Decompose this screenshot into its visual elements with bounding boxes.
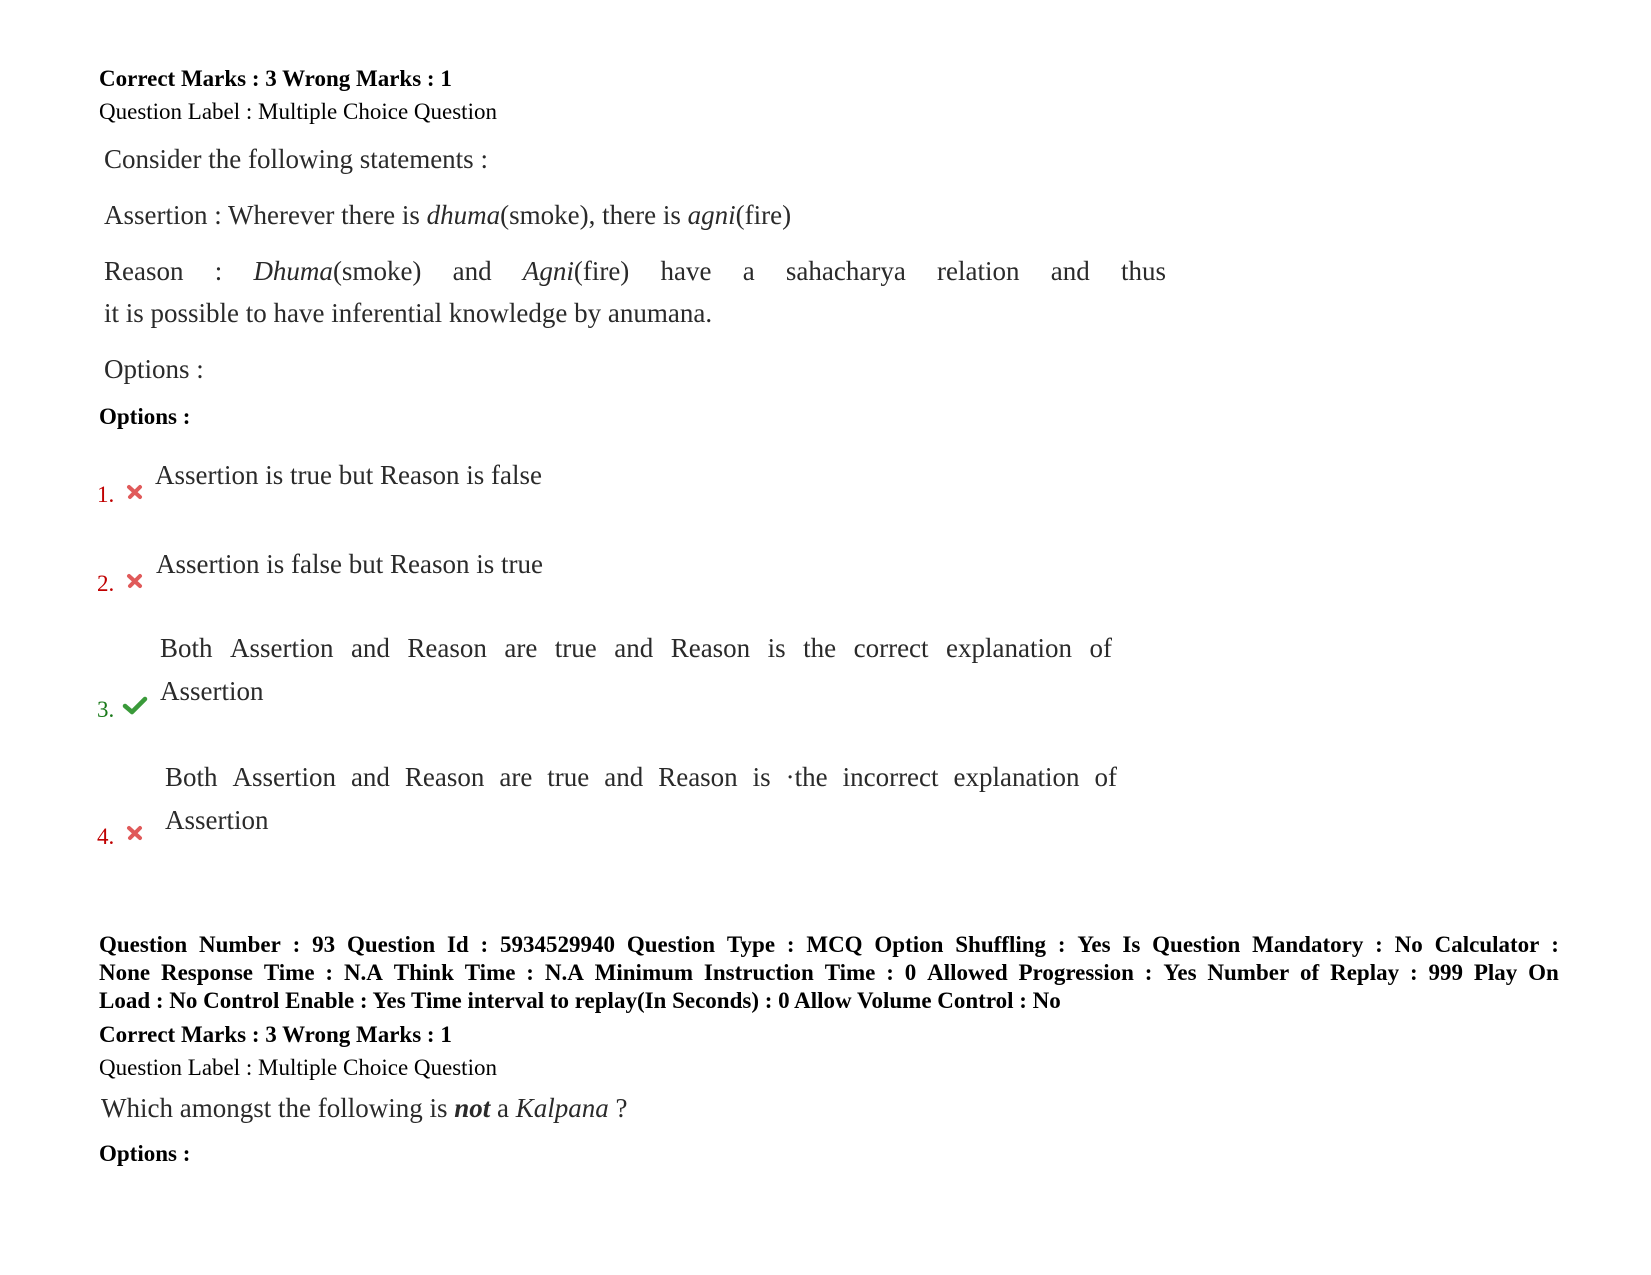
reason-word: a	[742, 256, 755, 286]
option-word: of	[1089, 633, 1112, 663]
option-word: true	[554, 633, 597, 663]
meta-word: No	[1394, 932, 1423, 957]
q93-meta-line1	[99, 931, 1559, 959]
option-word: explanation	[946, 633, 1072, 663]
option-word: is	[767, 633, 786, 663]
reason-word: and	[452, 256, 492, 286]
reason-word: sahacharya	[785, 256, 906, 286]
question-kalpana: Kalpana	[515, 1093, 609, 1123]
meta-word: Number	[1207, 960, 1290, 985]
meta-word: Response	[160, 960, 253, 985]
option-word: Reason	[407, 633, 487, 663]
question-suffix: ?	[608, 1093, 628, 1123]
meta-word: :	[886, 960, 894, 985]
question-prefix: Which amongst the following is	[101, 1093, 455, 1123]
meta-word: Replay	[1330, 960, 1400, 985]
reason-smoke: (smoke)	[332, 256, 422, 286]
assertion-mid: (smoke), there is	[500, 200, 688, 230]
reason-word: relation	[937, 256, 1020, 286]
option-3-number: 3.	[97, 697, 115, 722]
option-3-line2: Assertion	[160, 676, 264, 706]
reason-word: and	[1050, 256, 1090, 286]
assertion-prefix: Assertion : Wherever there is	[104, 200, 427, 230]
option-4-line2: Assertion	[165, 805, 269, 835]
assertion-dhuma: dhuma	[426, 200, 501, 230]
q93-metadata	[99, 931, 1559, 1015]
meta-word: N.A	[343, 960, 383, 985]
meta-word: Question	[99, 932, 188, 957]
option-word: and	[350, 633, 390, 663]
q92-assertion	[104, 200, 791, 231]
cross-icon	[125, 482, 145, 502]
option-word: are	[499, 762, 533, 792]
reason-word: :	[214, 256, 223, 286]
meta-word: 5934529940	[500, 932, 616, 957]
meta-word: Mandatory	[1252, 932, 1364, 957]
meta-word: N.A	[544, 960, 584, 985]
meta-word: Id	[446, 932, 469, 957]
assertion-suffix: (fire)	[735, 200, 792, 230]
q93-meta-line2	[99, 959, 1559, 987]
q93-question-label: Question Label : Multiple Choice Question	[99, 1055, 497, 1080]
option-word: true	[547, 762, 590, 792]
option-word: and	[350, 762, 390, 792]
meta-word: Instruction	[703, 960, 814, 985]
q93-marks: Correct Marks : 3 Wrong Marks : 1	[99, 1022, 452, 1047]
question-not: not	[454, 1093, 491, 1123]
meta-word: Yes	[1077, 932, 1111, 957]
meta-word: :	[1144, 960, 1153, 985]
option-word: and	[604, 762, 644, 792]
option-word: Reason	[404, 762, 485, 792]
meta-word: Progression	[1018, 960, 1134, 985]
meta-word: Yes	[1163, 960, 1197, 985]
reason-word: have	[660, 256, 712, 286]
meta-word: 0	[904, 960, 917, 985]
meta-word: MCQ	[806, 932, 863, 957]
meta-word: :	[325, 960, 334, 985]
option-2-number: 2.	[97, 571, 115, 596]
q93-meta-line3: Load : No Control Enable : Yes Time interval to replay(In Seconds) : 0 Allow Volume Control : No	[99, 988, 1061, 1013]
option-word: Reason	[670, 633, 751, 663]
meta-word: :	[480, 932, 489, 957]
meta-word: :	[786, 932, 795, 957]
option-word: explanation	[953, 762, 1080, 792]
option-2-text: Assertion is false but Reason is true	[156, 549, 543, 579]
q92-reason-line1	[104, 256, 1166, 287]
option-word: Assertion	[232, 762, 336, 792]
reason-word	[523, 256, 629, 287]
cross-icon	[125, 823, 145, 843]
meta-word: Question	[626, 932, 716, 957]
meta-word: :	[1551, 932, 1559, 957]
meta-word: Calculator	[1434, 932, 1540, 957]
meta-word: Time	[263, 960, 315, 985]
meta-word: Time	[464, 960, 516, 985]
option-word: incorrect	[842, 762, 939, 792]
meta-word: Time	[824, 960, 876, 985]
option-word: Both	[160, 633, 213, 663]
meta-word: 93	[312, 932, 336, 957]
meta-word: On	[1528, 960, 1559, 985]
reason-word: thus	[1120, 256, 1166, 286]
meta-word: Question	[1152, 932, 1241, 957]
assertion-agni: agni	[687, 200, 736, 230]
option-word: is	[752, 762, 771, 792]
meta-word: :	[526, 960, 534, 985]
reason-dhuma: Dhuma	[253, 256, 333, 286]
meta-word: Allowed	[927, 960, 1008, 985]
meta-word: Minimum	[594, 960, 694, 985]
option-1-text: Assertion is true but Reason is false	[155, 460, 542, 490]
meta-word: Think	[393, 960, 454, 985]
meta-word: Play	[1473, 960, 1518, 985]
q92-options-inner: Options :	[104, 354, 204, 384]
meta-word: Is	[1122, 932, 1141, 957]
q92-marks: Correct Marks : 3 Wrong Marks : 1	[99, 66, 452, 91]
reason-word	[253, 256, 421, 287]
option-4-line1	[165, 762, 1117, 793]
meta-word: Shuffling	[955, 932, 1047, 957]
option-word: ·the	[785, 762, 828, 792]
option-3-line1	[160, 633, 1112, 664]
q92-reason-line2: it is possible to have inferential knowledge by anumana.	[104, 298, 713, 328]
option-word: correct	[853, 633, 929, 663]
meta-word: :	[1409, 960, 1418, 985]
option-1-number: 1.	[97, 482, 115, 507]
option-4-number: 4.	[97, 824, 115, 849]
option-word: Reason	[658, 762, 738, 792]
option-word: the	[803, 633, 837, 663]
meta-word: Question	[346, 932, 436, 957]
option-word: and	[614, 633, 654, 663]
check-icon	[122, 695, 148, 715]
meta-word: Option	[874, 932, 944, 957]
option-word: Assertion	[229, 633, 334, 663]
meta-word: :	[1375, 932, 1383, 957]
meta-word: of	[1300, 960, 1320, 985]
reason-word: Reason	[104, 256, 184, 286]
q92-statement-intro: Consider the following statements :	[104, 144, 488, 174]
q92-question-label: Question Label : Multiple Choice Question	[99, 99, 497, 124]
reason-agni: Agni	[522, 256, 574, 286]
option-word: Both	[165, 762, 218, 792]
option-word: are	[504, 633, 538, 663]
q92-options-header: Options :	[99, 404, 191, 429]
meta-word: :	[292, 932, 301, 957]
q93-options-header: Options :	[99, 1141, 191, 1166]
meta-word: None	[99, 960, 151, 985]
meta-word: 999	[1428, 960, 1463, 985]
cross-icon	[125, 571, 145, 591]
option-word: of	[1094, 762, 1117, 792]
q93-question-text	[101, 1093, 627, 1124]
meta-word: :	[1057, 932, 1066, 957]
reason-fire: (fire)	[573, 256, 630, 286]
question-mid: a	[490, 1093, 516, 1123]
meta-word: Number	[199, 932, 281, 957]
meta-word: Type	[726, 932, 776, 957]
